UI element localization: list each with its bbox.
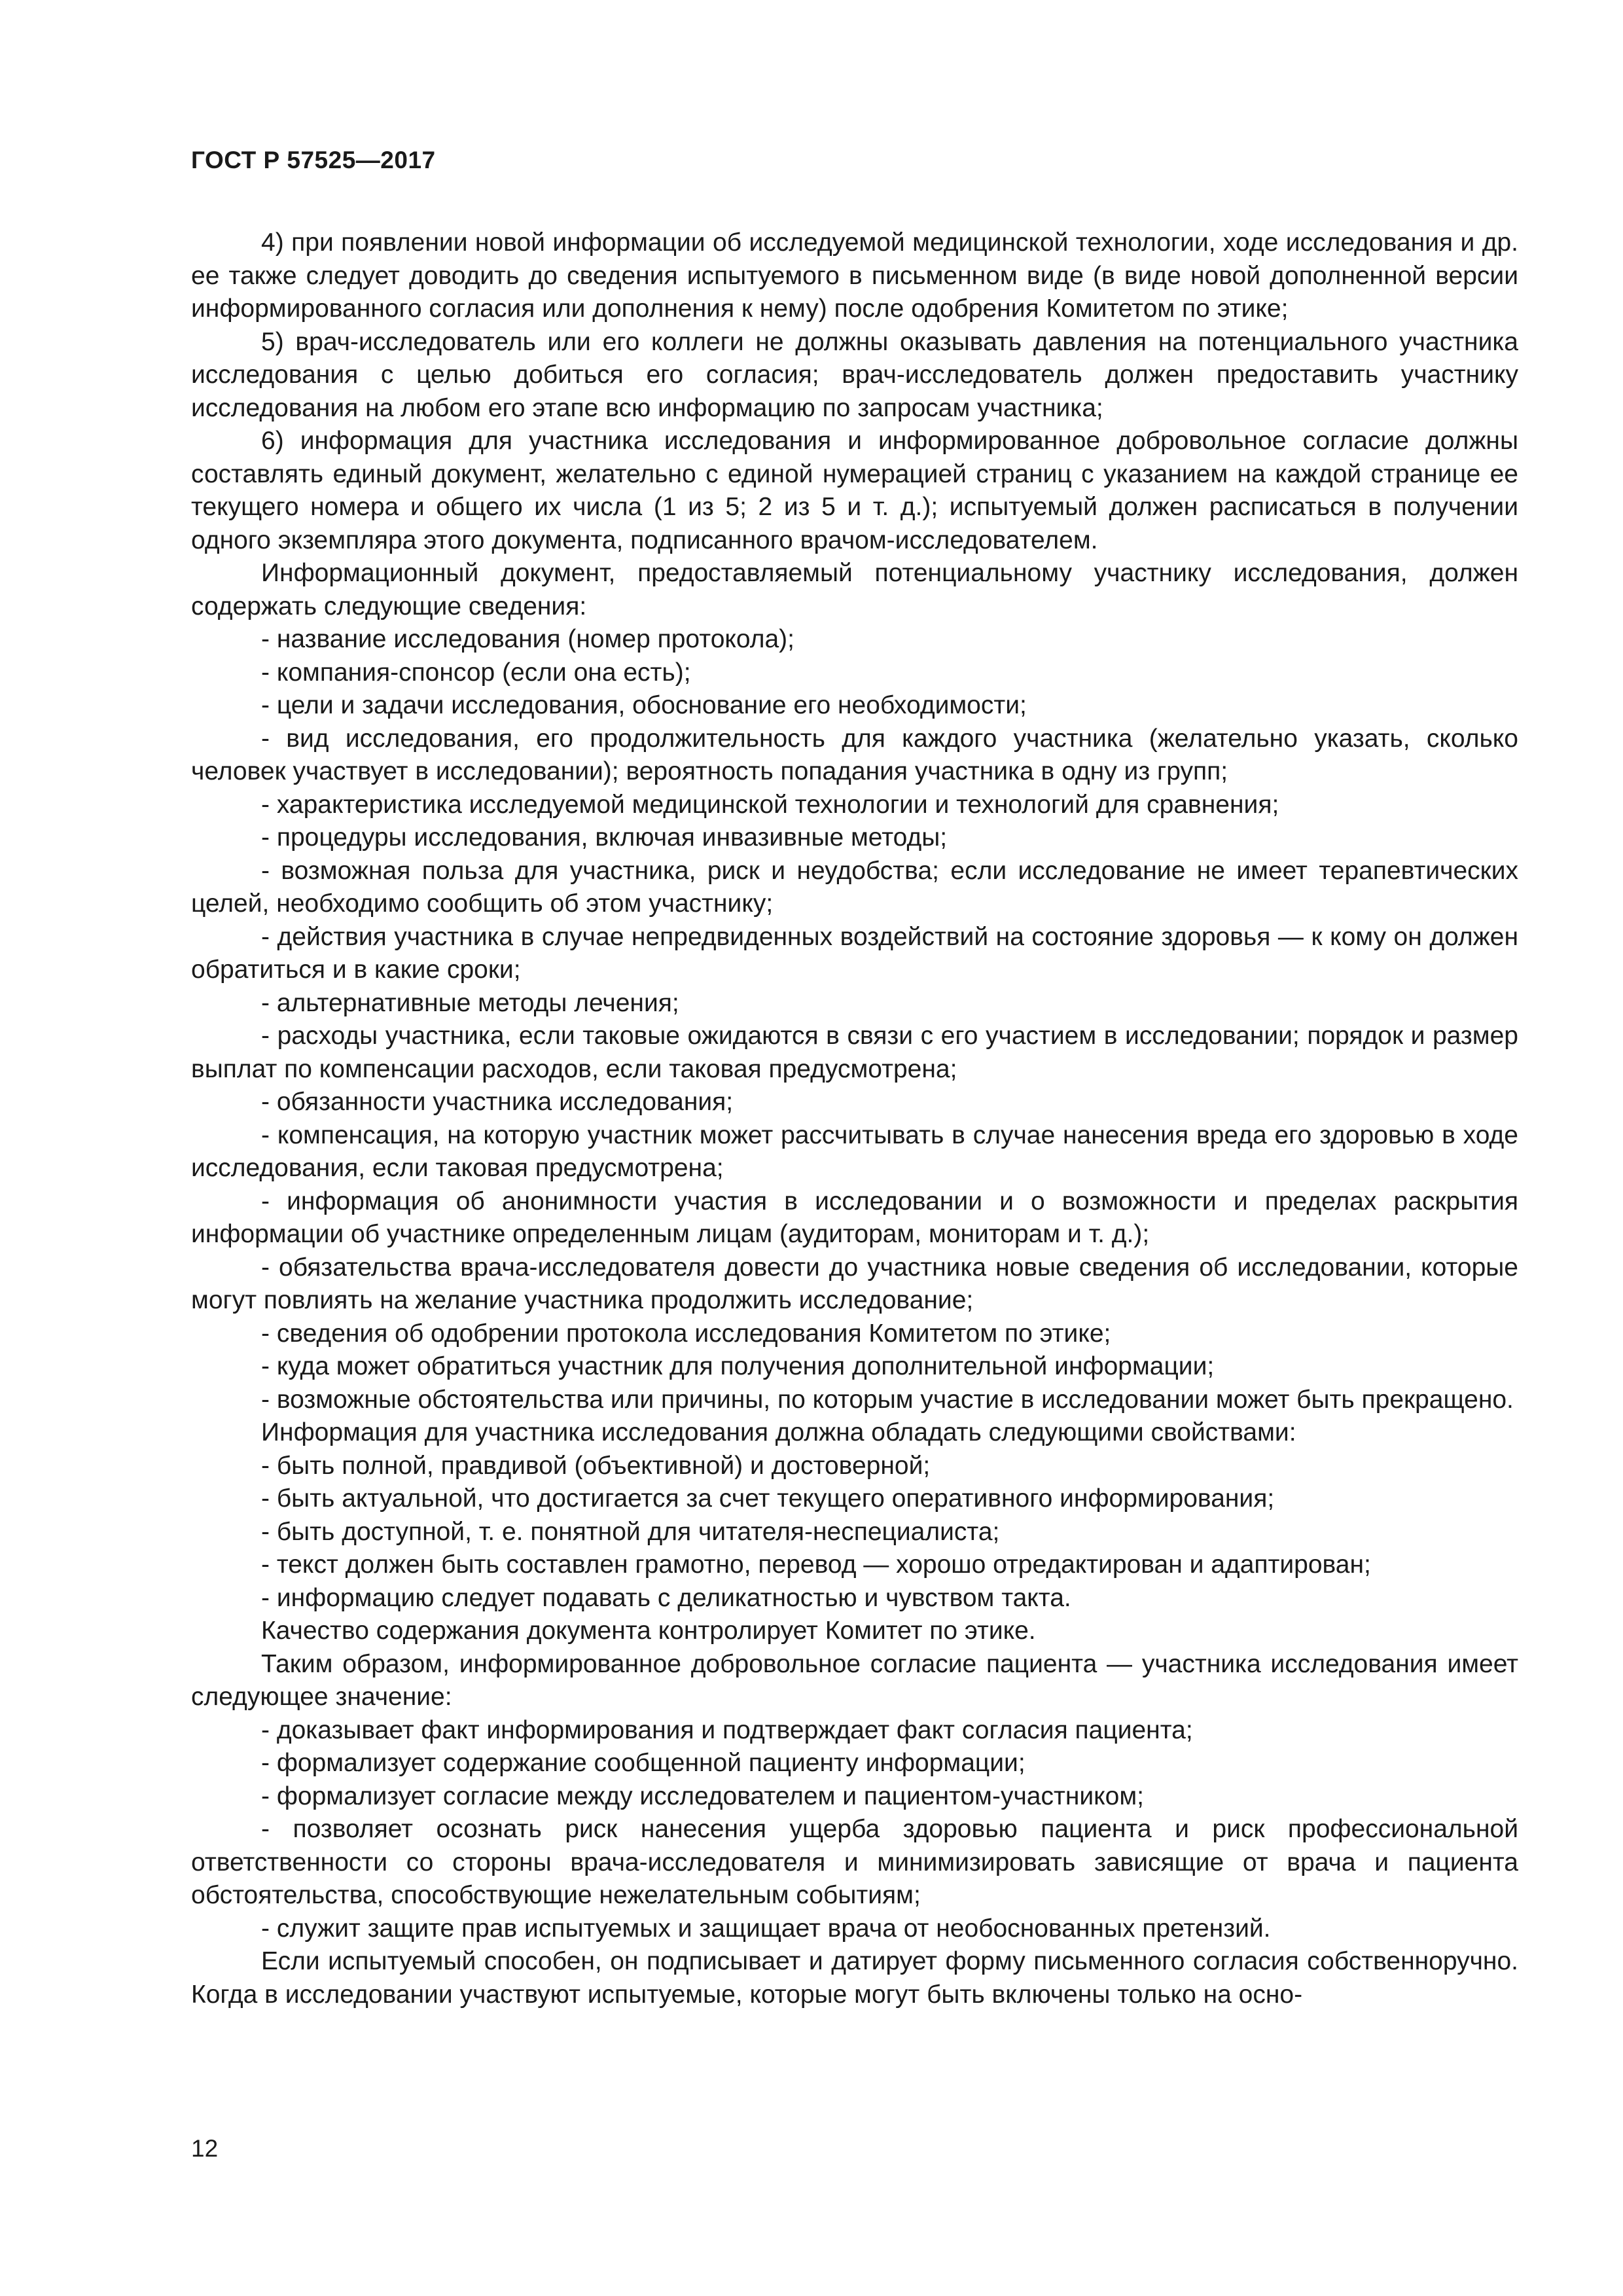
paragraph: - вид исследования, его продолжительность для каждого участника (желательно указать, сколько человек участвует в исследовании); вероятность попадания участника в одну из групп; [191,724,1518,785]
document-code-header: ГОСТ Р 57525—2017 [191,147,436,173]
paragraph: - формализует содержание сообщенной пациенту информации; [261,1749,1026,1777]
paragraph: Информационный документ, предоставляемый потенциальному участнику исследования, должен содержать следующие сведения: [191,559,1518,620]
paragraph: - обязанности участника исследования; [261,1088,734,1116]
paragraph: - расходы участника, если таковые ожидаются в связи с его участием в исследовании; порядок и размер выплат по компенсации расходов, если таковая предусмотрена; [191,1022,1518,1083]
paragraph: - быть актуальной, что достигается за счет текущего оперативного информирования; [261,1484,1275,1513]
paragraph: - текст должен быть составлен грамотно, перевод — хорошо отредактирован и адаптирован; [261,1551,1371,1579]
paragraph: - компенсация, на которую участник может рассчитывать в случае нанесения вреда его здоровью в ходе исследования, если таковая предусмотрена; [191,1121,1518,1182]
paragraph: - сведения об одобрении протокола исследования Комитетом по этике; [261,1319,1111,1348]
paragraph: - обязательства врача-исследователя довести до участника новые сведения об исследовании, которые могут повлиять на желание участника продолжить исследование; [191,1253,1518,1314]
paragraph: 4) при появлении новой информации об исследуемой медицинской технологии, ходе исследования и др. ее также следует доводить до сведения испытуемого в письменном виде (в виде новой дополненной версии информированного согласия или дополнения к нему) после одобрения Комитетом по этике; [191,228,1518,323]
paragraph: - формализует согласие между исследователем и пациентом-участником; [261,1782,1145,1810]
paragraph: - куда может обратиться участник для получения дополнительной информации; [261,1352,1215,1380]
paragraph: - информацию следует подавать с деликатностью и чувством такта. [261,1583,1071,1612]
paragraph: 6) информация для участника исследования и информированное добровольное согласие должны составлять единый документ, желательно с единой нумерацией страниц с указанием на каждой странице ее текущего номера и общего их числа (1 из 5; 2 из 5 и т. д.); испытуемый должен расписаться в получении одного экземпляра этого документа, подписанного врачом-исследователем. [191,427,1518,554]
paragraph: - служит защите прав испытуемых и защищает врача от необоснованных претензий. [261,1914,1271,1943]
paragraph: - процедуры исследования, включая инвазивные методы; [261,823,948,852]
paragraph: - информация об анонимности участия в исследовании и о возможности и пределах раскрытия информации об участнике определенным лицам (аудиторам, мониторам и т. д.); [191,1187,1518,1248]
paragraph: - название исследования (номер протокола); [261,625,794,653]
paragraph: Если испытуемый способен, он подписывает и датирует форму письменного согласия собственноручно. Когда в исследовании участвуют испытуемые, которые могут быть включены только на осно- [191,1947,1518,2009]
paragraph: - альтернативные методы лечения; [261,988,679,1017]
paragraph: - доказывает факт информирования и подтверждает факт согласия пациента; [261,1715,1193,1744]
paragraph: - позволяет осознать риск нанесения ущерба здоровью пациента и риск профессиональной ответственности со стороны врача-исследователя и минимизировать зависящие от врача и пациента обстоятельства, способствующие нежелательным событиям; [191,1815,1518,1909]
paragraph: - возможная польза для участника, риск и неудобства; если исследование не имеет терапевтических целей, необходимо сообщить об этом участнику; [191,856,1518,918]
page-number: 12 [191,2135,219,2162]
paragraph: 5) врач-исследователь или его коллеги не должны оказывать давления на потенциального участника исследования с целью добиться его согласия; врач-исследователь должен предоставить участнику исследования на любом его этапе всю информацию по запросам участника; [191,327,1518,422]
paragraph: - характеристика исследуемой медицинской технологии и технологий для сравнения; [261,790,1279,819]
paragraph: - быть доступной, т. е. понятной для читателя-неспециалиста; [261,1517,1000,1546]
paragraph: - возможные обстоятельства или причины, по которым участие в исследовании может быть прекращено. [261,1385,1514,1414]
document-body [191,226,1518,2011]
paragraph: Таким образом, информированное добровольное согласие пациента — участника исследования имеет следующее значение: [191,1649,1518,1711]
paragraph: - действия участника в случае непредвиденных воздействий на состояние здоровья — к кому он должен обратиться и в какие сроки; [191,922,1518,984]
paragraph: - цели и задачи исследования, обоснование его необходимости; [261,691,1027,719]
paragraph: - компания-спонсор (если она есть); [261,658,691,687]
paragraph: - быть полной, правдивой (объективной) и достоверной; [261,1451,931,1480]
paragraph: Информация для участника исследования должна обладать следующими свойствами: [261,1418,1296,1446]
paragraph: Качество содержания документа контролирует Комитет по этике. [261,1617,1036,1645]
